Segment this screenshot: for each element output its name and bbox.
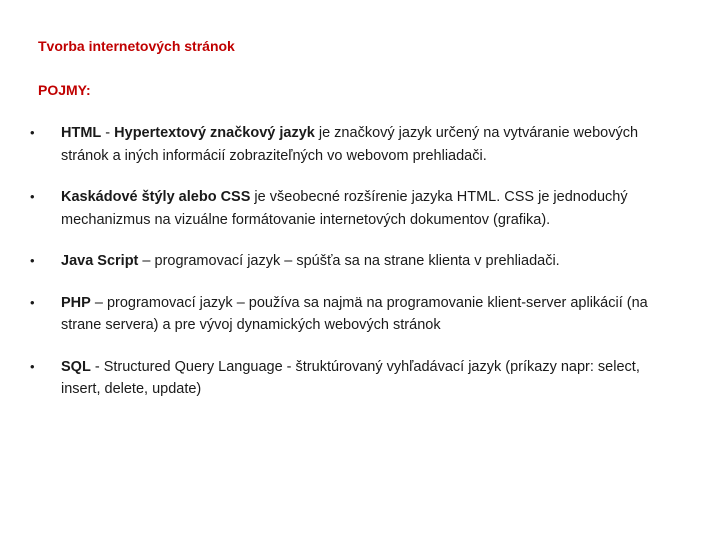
bullet-icon: • — [30, 125, 35, 140]
definition-text: je značkový jazyk určený na vytváranie webových stránok a iných informácií zobraziteľných vo webovom prehliadači. — [61, 125, 639, 164]
list-item-php — [30, 292, 680, 337]
list-item-sql — [30, 356, 680, 401]
slide-title: Tvorba internetových stránok — [38, 38, 235, 54]
section-heading: POJMY: — [38, 82, 91, 98]
term: Java Script — [61, 253, 139, 269]
term: Kaskádové štýly alebo CSS — [61, 189, 251, 205]
definition-list — [30, 122, 680, 420]
list-item-html — [30, 122, 680, 167]
bullet-icon: • — [30, 253, 35, 268]
definition-text: – programovací jazyk – spúšťa sa na strane klienta v prehliadači. — [138, 253, 560, 269]
list-item-css — [30, 186, 680, 231]
definition-text: je všeobecné rozšírenie jazyka HTML. CSS je jednoduchý mechanizmus na vizuálne formátovanie internetových dokumentov (grafika). — [61, 189, 628, 228]
list-item-javascript — [30, 250, 680, 273]
definition-text: - Structured Query Language - štruktúrovaný vyhľadávací jazyk (príkazy napr: select, insert, delete, update) — [61, 358, 640, 397]
bullet-icon: • — [30, 294, 35, 310]
term: PHP — [61, 294, 91, 311]
bullet-icon: • — [30, 189, 35, 204]
term-expansion: Hypertextový značkový jazyk — [114, 125, 315, 141]
term: SQL — [61, 358, 91, 375]
separator: - — [101, 125, 115, 141]
bullet-icon: • — [30, 358, 35, 374]
term: HTML — [61, 125, 102, 141]
definition-text: – programovací jazyk – používa sa najmä na programovanie klient-server aplikácií (na strane servera) a pre vývoj dynamických webových stránok — [61, 294, 648, 333]
